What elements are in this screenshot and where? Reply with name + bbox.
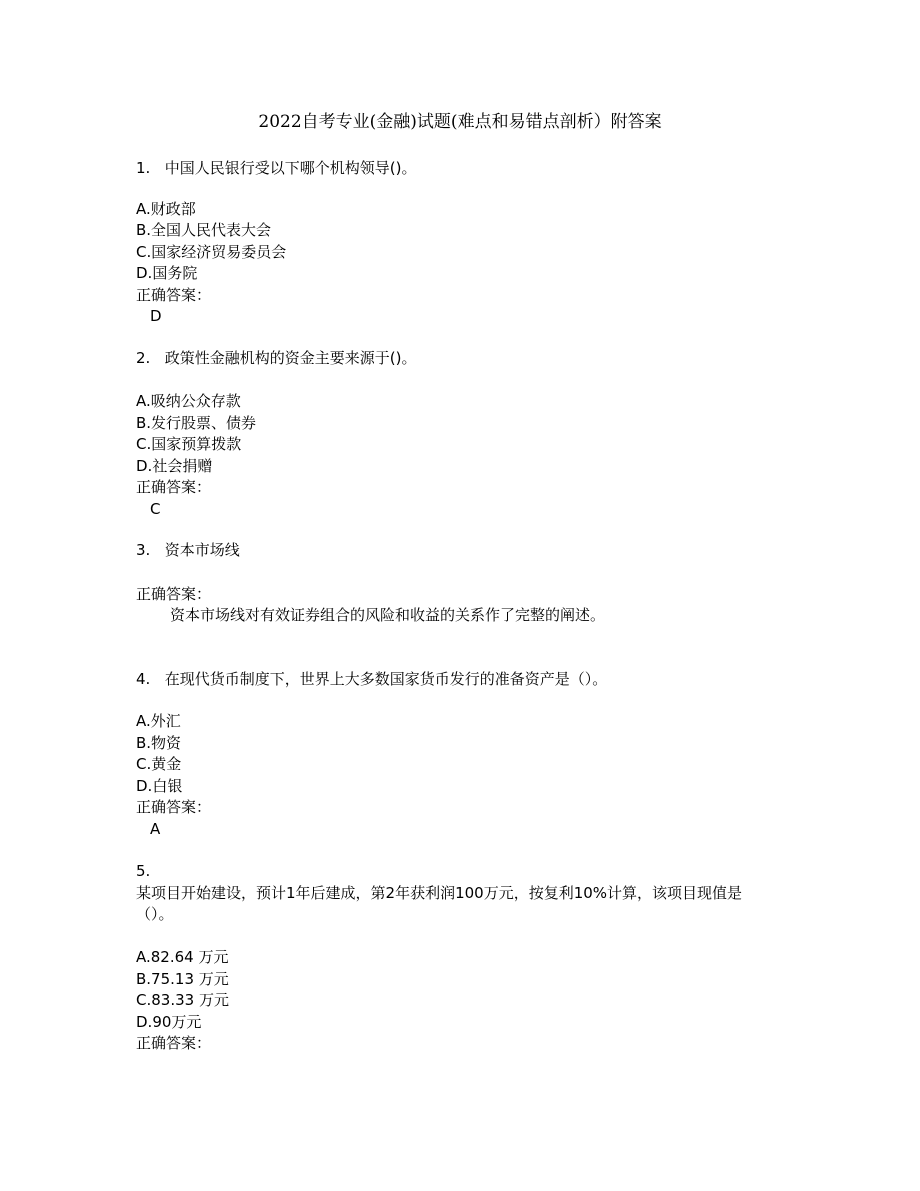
question-text: 中国人民银行受以下哪个机构领导()。 bbox=[164, 159, 417, 177]
option-d: D.90万元 bbox=[136, 1013, 202, 1031]
question-3 bbox=[136, 540, 240, 560]
question-2 bbox=[136, 348, 417, 368]
question-text: 在现代货币制度下，世界上大多数国家货币发行的准备资产是（）。 bbox=[164, 670, 608, 688]
option-c: C.黄金 bbox=[136, 755, 182, 773]
option-d: D.社会捐赠 bbox=[136, 457, 213, 475]
question-number: 1. bbox=[136, 159, 151, 177]
question-text: 资本市场线 bbox=[164, 541, 240, 559]
option-b: B.全国人民代表大会 bbox=[136, 221, 272, 239]
document-title: 2022自考专业(金融)试题(难点和易错点剖析）附答案 bbox=[258, 112, 662, 132]
option-a: A.财政部 bbox=[136, 200, 196, 218]
question-text: 政策性金融机构的资金主要来源于()。 bbox=[164, 349, 417, 367]
answer-explanation: 资本市场线对有效证券组合的风险和收益的关系作了完整的阐述。 bbox=[170, 606, 606, 624]
answer-value: C bbox=[150, 500, 161, 518]
answer-label: 正确答案： bbox=[136, 798, 212, 816]
option-c: C.83.33 万元 bbox=[136, 991, 229, 1009]
question-text-continued: （）。 bbox=[136, 905, 174, 923]
question-1 bbox=[136, 158, 417, 178]
question-4 bbox=[136, 669, 607, 689]
answer-value: A bbox=[150, 820, 161, 838]
option-a: A.82.64 万元 bbox=[136, 948, 229, 966]
answer-label: 正确答案： bbox=[136, 286, 212, 304]
option-d: D.白银 bbox=[136, 777, 183, 795]
option-d: D.国务院 bbox=[136, 264, 198, 282]
option-c: C.国家预算拨款 bbox=[136, 435, 242, 453]
question-number: 2. bbox=[136, 349, 151, 367]
option-a: A.吸纳公众存款 bbox=[136, 392, 241, 410]
question-text: 某项目开始建设，预计1年后建成，第2年获利润100万元，按复利10%计算，该项目现值是 bbox=[136, 884, 743, 902]
question-number: 3. bbox=[136, 541, 151, 559]
option-b: B.物资 bbox=[136, 734, 182, 752]
question-5-number: 5. bbox=[136, 862, 151, 880]
option-b: B.发行股票、债券 bbox=[136, 414, 257, 432]
option-c: C.国家经济贸易委员会 bbox=[136, 243, 287, 261]
answer-label: 正确答案： bbox=[136, 478, 212, 496]
answer-label: 正确答案： bbox=[136, 585, 212, 603]
question-number: 4. bbox=[136, 670, 151, 688]
answer-label: 正确答案： bbox=[136, 1034, 212, 1052]
option-a: A.外汇 bbox=[136, 712, 181, 730]
answer-value: D bbox=[150, 307, 162, 325]
option-b: B.75.13 万元 bbox=[136, 970, 229, 988]
